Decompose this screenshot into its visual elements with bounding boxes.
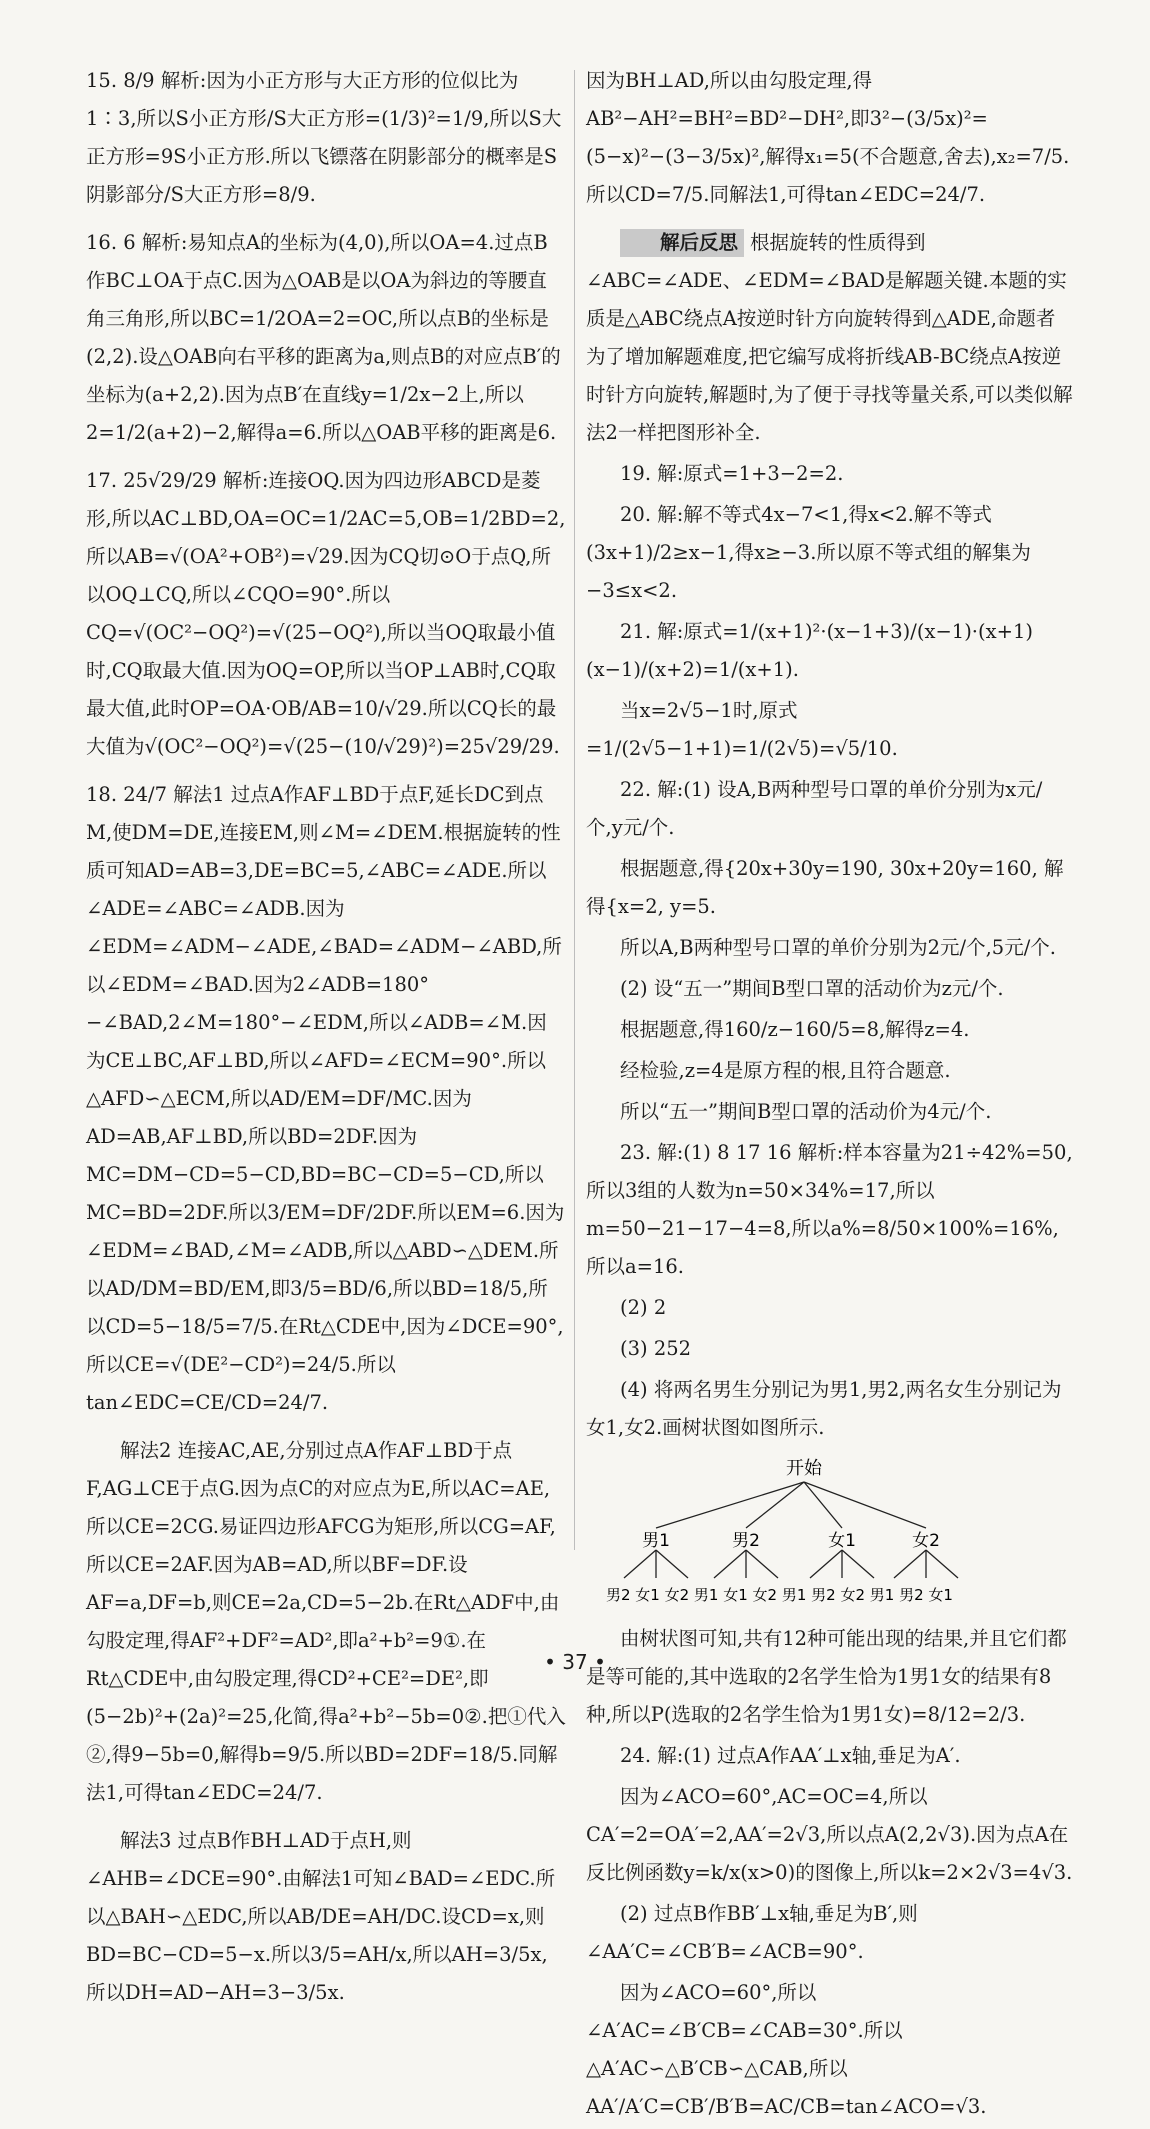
answer-24-part2: (2) 过点B作BB′⊥x轴,垂足为B′,则∠AA′C=∠CB′B=∠ACB=90°. bbox=[586, 1902, 918, 1963]
answer-23-part1: 23. 解:(1) 8 17 16 解析:样本容量为21÷42%=50,所以3组的人数为n=50×34%=17,所以m=50−21−17−4=8,所以a%=8/50×100%=16%,所以a=16. bbox=[586, 1141, 1073, 1278]
answer-22-part1: 22. 解:(1) 设A,B两种型号口罩的单价分别为x元/个,y元/个. bbox=[586, 778, 1043, 839]
answer-22-result1: 所以A,B两种型号口罩的单价分别为2元/个,5元/个. bbox=[620, 936, 1056, 959]
answer-18-method-3: 解法3 过点B作BH⊥AD于点H,则∠AHB=∠DCE=90°.由解法1可知∠BAD=∠EDC.所以△BAH∽△EDC,所以AB/DE=AH/DC.设CD=x,则BD=BC−CD=5−x.所以3/5=AH/x,所以AH=3/5x,所以DH=AD−AH=3−3/5x. bbox=[86, 1829, 556, 2004]
page-number: • 37 • bbox=[544, 1650, 606, 1674]
column-divider bbox=[574, 70, 575, 1550]
answer-23-conclusion: 由树状图可知,共有12种可能出现的结果,并且它们都是等可能的,其中选取的2名学生恰为1男1女的结果有8种,所以P(选取的2名学生恰为1男1女)=8/12=2/3. bbox=[586, 1627, 1067, 1726]
tree-node-girl1: 女1 bbox=[828, 1531, 856, 1551]
answer-20: 20. 解:解不等式4x−7<1,得x<2.解不等式(3x+1)/2≥x−1,得x≥−3.所以原不等式组的解集为−3≤x<2. bbox=[586, 503, 1031, 602]
answer-23-part4: (4) 将两名男生分别记为男1,男2,两名女生分别记为女1,女2.画树状图如图所示. bbox=[586, 1378, 1062, 1439]
answer-23-part3: (3) 252 bbox=[620, 1337, 692, 1360]
reflection-text: 根据旋转的性质得到∠ABC=∠ADE、∠EDM=∠BAD是解题关键.本题的实质是△ABC绕点A按逆时针方向旋转得到△ADE,命题者为了增加解题难度,把它编写成将折线AB-BC绕点A按逆时针方向旋转,解题时,为了便于寻找等量关系,可以类似解法2一样把图形补全. bbox=[586, 231, 1073, 444]
tree-diagram-svg bbox=[586, 1450, 1074, 1620]
answer-22-system: 根据题意,得{20x+30y=190, 30x+20y=160, 解得{x=2, y=5. bbox=[586, 857, 1064, 918]
tree-level1-labels bbox=[642, 1531, 940, 1551]
answer-18-method-2: 解法2 连接AC,AE,分别过点A作AF⊥BD于点F,AG⊥CE于点G.因为点C的对应点为E,所以AC=AE,所以CE=2CG.易证四边形AFCG为矩形,所以CG=AF,所以CE=2AF.因为AB=AD,所以BF=DF.设AF=a,DF=b,则CE=2a,CD=5−2b.在Rt△ADF中,由勾股定理,得AF²+DF²=AD²,即a²+b²=9①.在Rt△CDE中,由勾股定理,得CD²+CE²=DE²,即(5−2b)²+(2a)²=25,化简,得a²+b²−5b=0②.把①代入②,得9−5b=0,解得b=9/5.所以BD=2DF=18/5.同解法1,可得tan∠EDC=24/7. bbox=[86, 1439, 566, 1804]
answer-22-equation: 根据题意,得160/z−160/5=8,解得z=4. bbox=[620, 1018, 970, 1041]
tree-branches bbox=[624, 1482, 958, 1578]
answer-16: 16. 6 解析:易知点A的坐标为(4,0),所以OA=4.过点B作BC⊥OA于点C.因为△OAB是以OA为斜边的等腰直角三角形,所以BC=1/2OA=2=OC,所以点B的坐标是(2,2).设△OAB向右平移的距离为a,则点B的对应点B′的坐标为(a+2,2).因为点B′在直线y=1/2x−2上,所以2=1/2(a+2)−2,解得a=6.所以△OAB平移的距离是6. bbox=[86, 231, 561, 444]
answer-24-similarity: 因为∠ACO=60°,所以∠A′AC=∠B′CB=∠CAB=30°.所以△A′AC∽△B′CB∽△CAB,所以AA′/A′C=CB′/B′B=AC/CB=tan∠ACO=√3. bbox=[586, 1981, 987, 2118]
tree-level2-labels: 男2 女1 女2 男1 女1 女2 男1 男2 女2 男1 男2 女1 bbox=[606, 1586, 953, 1604]
left-column bbox=[86, 62, 566, 2015]
answer-19: 19. 解:原式=1+3−2=2. bbox=[620, 462, 844, 485]
answer-17: 17. 25√29/29 解析:连接OQ.因为四边形ABCD是菱形,所以AC⊥BD,OA=OC=1/2AC=5,OB=1/2BD=2,所以AB=√(OA²+OB²)=√29.因为CQ切⊙O于点Q,所以OQ⊥CQ,所以∠CQO=90°.所以CQ=√(OC²−OQ²)=√(25−OQ²),所以当OQ取最小值时,CQ取最大值.因为OQ=OP,所以当OP⊥AB时,CQ取最大值,此时OP=OA·OB/AB=10/√29.所以CQ长的最大值为√(OC²−OQ²)=√(25−(10/√29)²)=25√29/29. bbox=[86, 469, 566, 758]
answer-24-part1: 24. 解:(1) 过点A作AA′⊥x轴,垂足为A′. bbox=[620, 1744, 961, 1767]
answer-22-check: 经检验,z=4是原方程的根,且符合题意. bbox=[620, 1059, 951, 1082]
reflection-paragraph bbox=[586, 224, 1074, 452]
answer-18-method-3-cont: 因为BH⊥AD,所以由勾股定理,得AB²−AH²=BH²=BD²−DH²,即3²−(3/5x)²=(5−x)²−(3−3/5x)²,解得x₁=5(不合题意,舍去),x₂=7/5.所以CD=7/5.同解法1,可得tan∠EDC=24/7. bbox=[586, 69, 1070, 206]
right-column bbox=[586, 62, 1074, 2129]
answer-22-part2: (2) 设“五一”期间B型口罩的活动价为z元/个. bbox=[620, 977, 1004, 1000]
reflection-tag: 解后反思 bbox=[620, 229, 744, 257]
tree-root-label: 开始 bbox=[786, 1458, 822, 1479]
tree-node-girl2: 女2 bbox=[912, 1531, 940, 1551]
answer-18-method-1: 18. 24/7 解法1 过点A作AF⊥BD于点F,延长DC到点M,使DM=DE,连接EM,则∠M=∠DEM.根据旋转的性质可知AD=AB=3,DE=BC=5,∠ABC=∠ADE.所以∠ADE=∠ABC=∠ADB.因为∠EDM=∠ADM−∠ADE,∠BAD=∠ADM−∠ABD,所以∠EDM=∠BAD.因为2∠ADB=180°−∠BAD,2∠M=180°−∠EDM,所以∠ADB=∠M.因为CE⊥BC,AF⊥BD,所以∠AFD=∠ECM=90°.所以△AFD∽△ECM,所以AD/EM=DF/MC.因为AD=AB,AF⊥BD,所以BD=2DF.因为MC=DM−CD=5−CD,BD=BC−CD=5−CD,所以MC=BD=2DF.所以3/EM=DF/2DF.所以EM=6.因为∠EDM=∠BAD,∠M=∠ADB,所以△ABD∽△DEM.所以AD/DM=BD/EM,即3/5=BD/6,所以BD=18/5,所以CD=5−18/5=7/5.在Rt△CDE中,因为∠DCE=90°,所以CE=√(DE²−CD²)=24/5.所以tan∠EDC=CE/CD=24/7. bbox=[86, 783, 565, 1414]
answer-24-coordinates: 因为∠ACO=60°,AC=OC=4,所以CA′=2=OA′=2,AA′=2√3,所以点A(2,2√3).因为点A在反比例函数y=k/x(x>0)的图像上,所以k=2×2√3=4√3. bbox=[586, 1785, 1073, 1884]
answer-21-evaluation: 当x=2√5−1时,原式=1/(2√5−1+1)=1/(2√5)=√5/10. bbox=[586, 699, 898, 760]
answer-22-result2: 所以“五一”期间B型口罩的活动价为4元/个. bbox=[620, 1100, 992, 1123]
answer-21-expression: 21. 解:原式=1/(x+1)²·(x−1+3)/(x−1)·(x+1)(x−1)/(x+2)=1/(x+1). bbox=[586, 620, 1033, 681]
tree-diagram bbox=[586, 1450, 1074, 1620]
answer-15: 15. 8/9 解析:因为小正方形与大正方形的位似比为1∶3,所以S小正方形/S大正方形=(1/3)²=1/9,所以S大正方形=9S小正方形.所以飞镖落在阴影部分的概率是S阴影部分/S大正方形=8/9. bbox=[86, 69, 562, 206]
answer-23-part2: (2) 2 bbox=[620, 1296, 667, 1319]
tree-node-boy1: 男1 bbox=[642, 1531, 670, 1551]
tree-node-boy2: 男2 bbox=[732, 1531, 760, 1551]
